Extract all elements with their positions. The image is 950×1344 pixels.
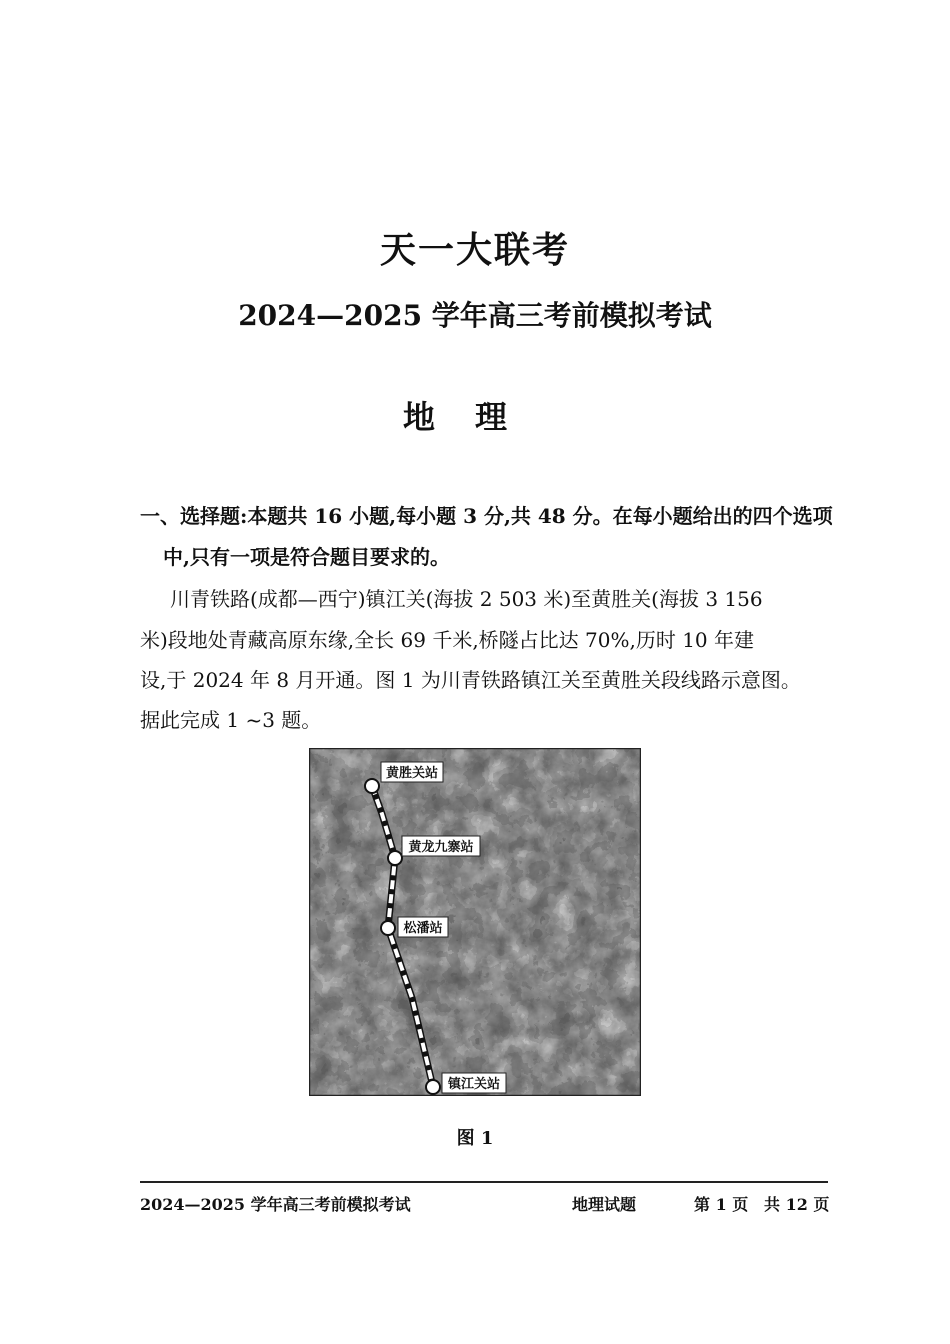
station-marker-huanglong-jiuzhai xyxy=(388,851,402,865)
station-marker-zhenjiangguan xyxy=(426,1080,440,1094)
station-label-huangshengguan: 黄胜关站 xyxy=(385,766,439,781)
footer-divider xyxy=(140,1181,828,1183)
subject-title xyxy=(0,392,950,438)
passage-line-1: 川青铁路(成都—西宁)镇江关(海拔 2 503 米)至黄胜关(海拔 3 156 xyxy=(170,587,763,611)
footer-exam: 2024—2025 学年高三考前模拟考试 xyxy=(140,1195,411,1214)
passage-line-4: 据此完成 1 ~3 题。 xyxy=(140,708,322,732)
terrain-relief xyxy=(309,748,641,1096)
footer-page: 第 1 页 xyxy=(694,1195,749,1214)
passage-line-2: 米)段地处青藏高原东缘,全长 69 千米,桥隧占比达 70%,历时 10 年建 xyxy=(140,628,755,652)
station-label-songpan: 松潘站 xyxy=(403,921,443,936)
footer-total-pages: 共 12 页 xyxy=(764,1195,830,1214)
exam-title: 2024—2025 学年高三考前模拟考试 xyxy=(238,299,712,332)
figure-caption: 图 1 xyxy=(456,1128,494,1149)
footer-subject: 地理试题 xyxy=(572,1195,637,1214)
station-marker-songpan xyxy=(381,921,395,935)
subject-text: 地理 xyxy=(402,398,547,436)
passage-line-3: 设,于 2024 年 8 月开通。图 1 为川青铁路镇江关至黄胜关段线路示意图。 xyxy=(140,668,801,692)
station-label-huanglong-jiuzhai: 黄龙九寨站 xyxy=(408,840,474,855)
section-heading-line1: 一、选择题:本题共 16 小题,每小题 3 分,共 48 分。在每小题给出的四个选项 xyxy=(140,504,833,528)
section-heading-line2: 中,只有一项是符合题目要求的。 xyxy=(163,545,450,569)
railway-route-map xyxy=(309,748,641,1096)
exam-org-title: 天一大联考 xyxy=(379,229,570,271)
station-label-zhenjiangguan: 镇江关站 xyxy=(447,1077,501,1092)
station-marker-huangshengguan xyxy=(365,779,379,793)
